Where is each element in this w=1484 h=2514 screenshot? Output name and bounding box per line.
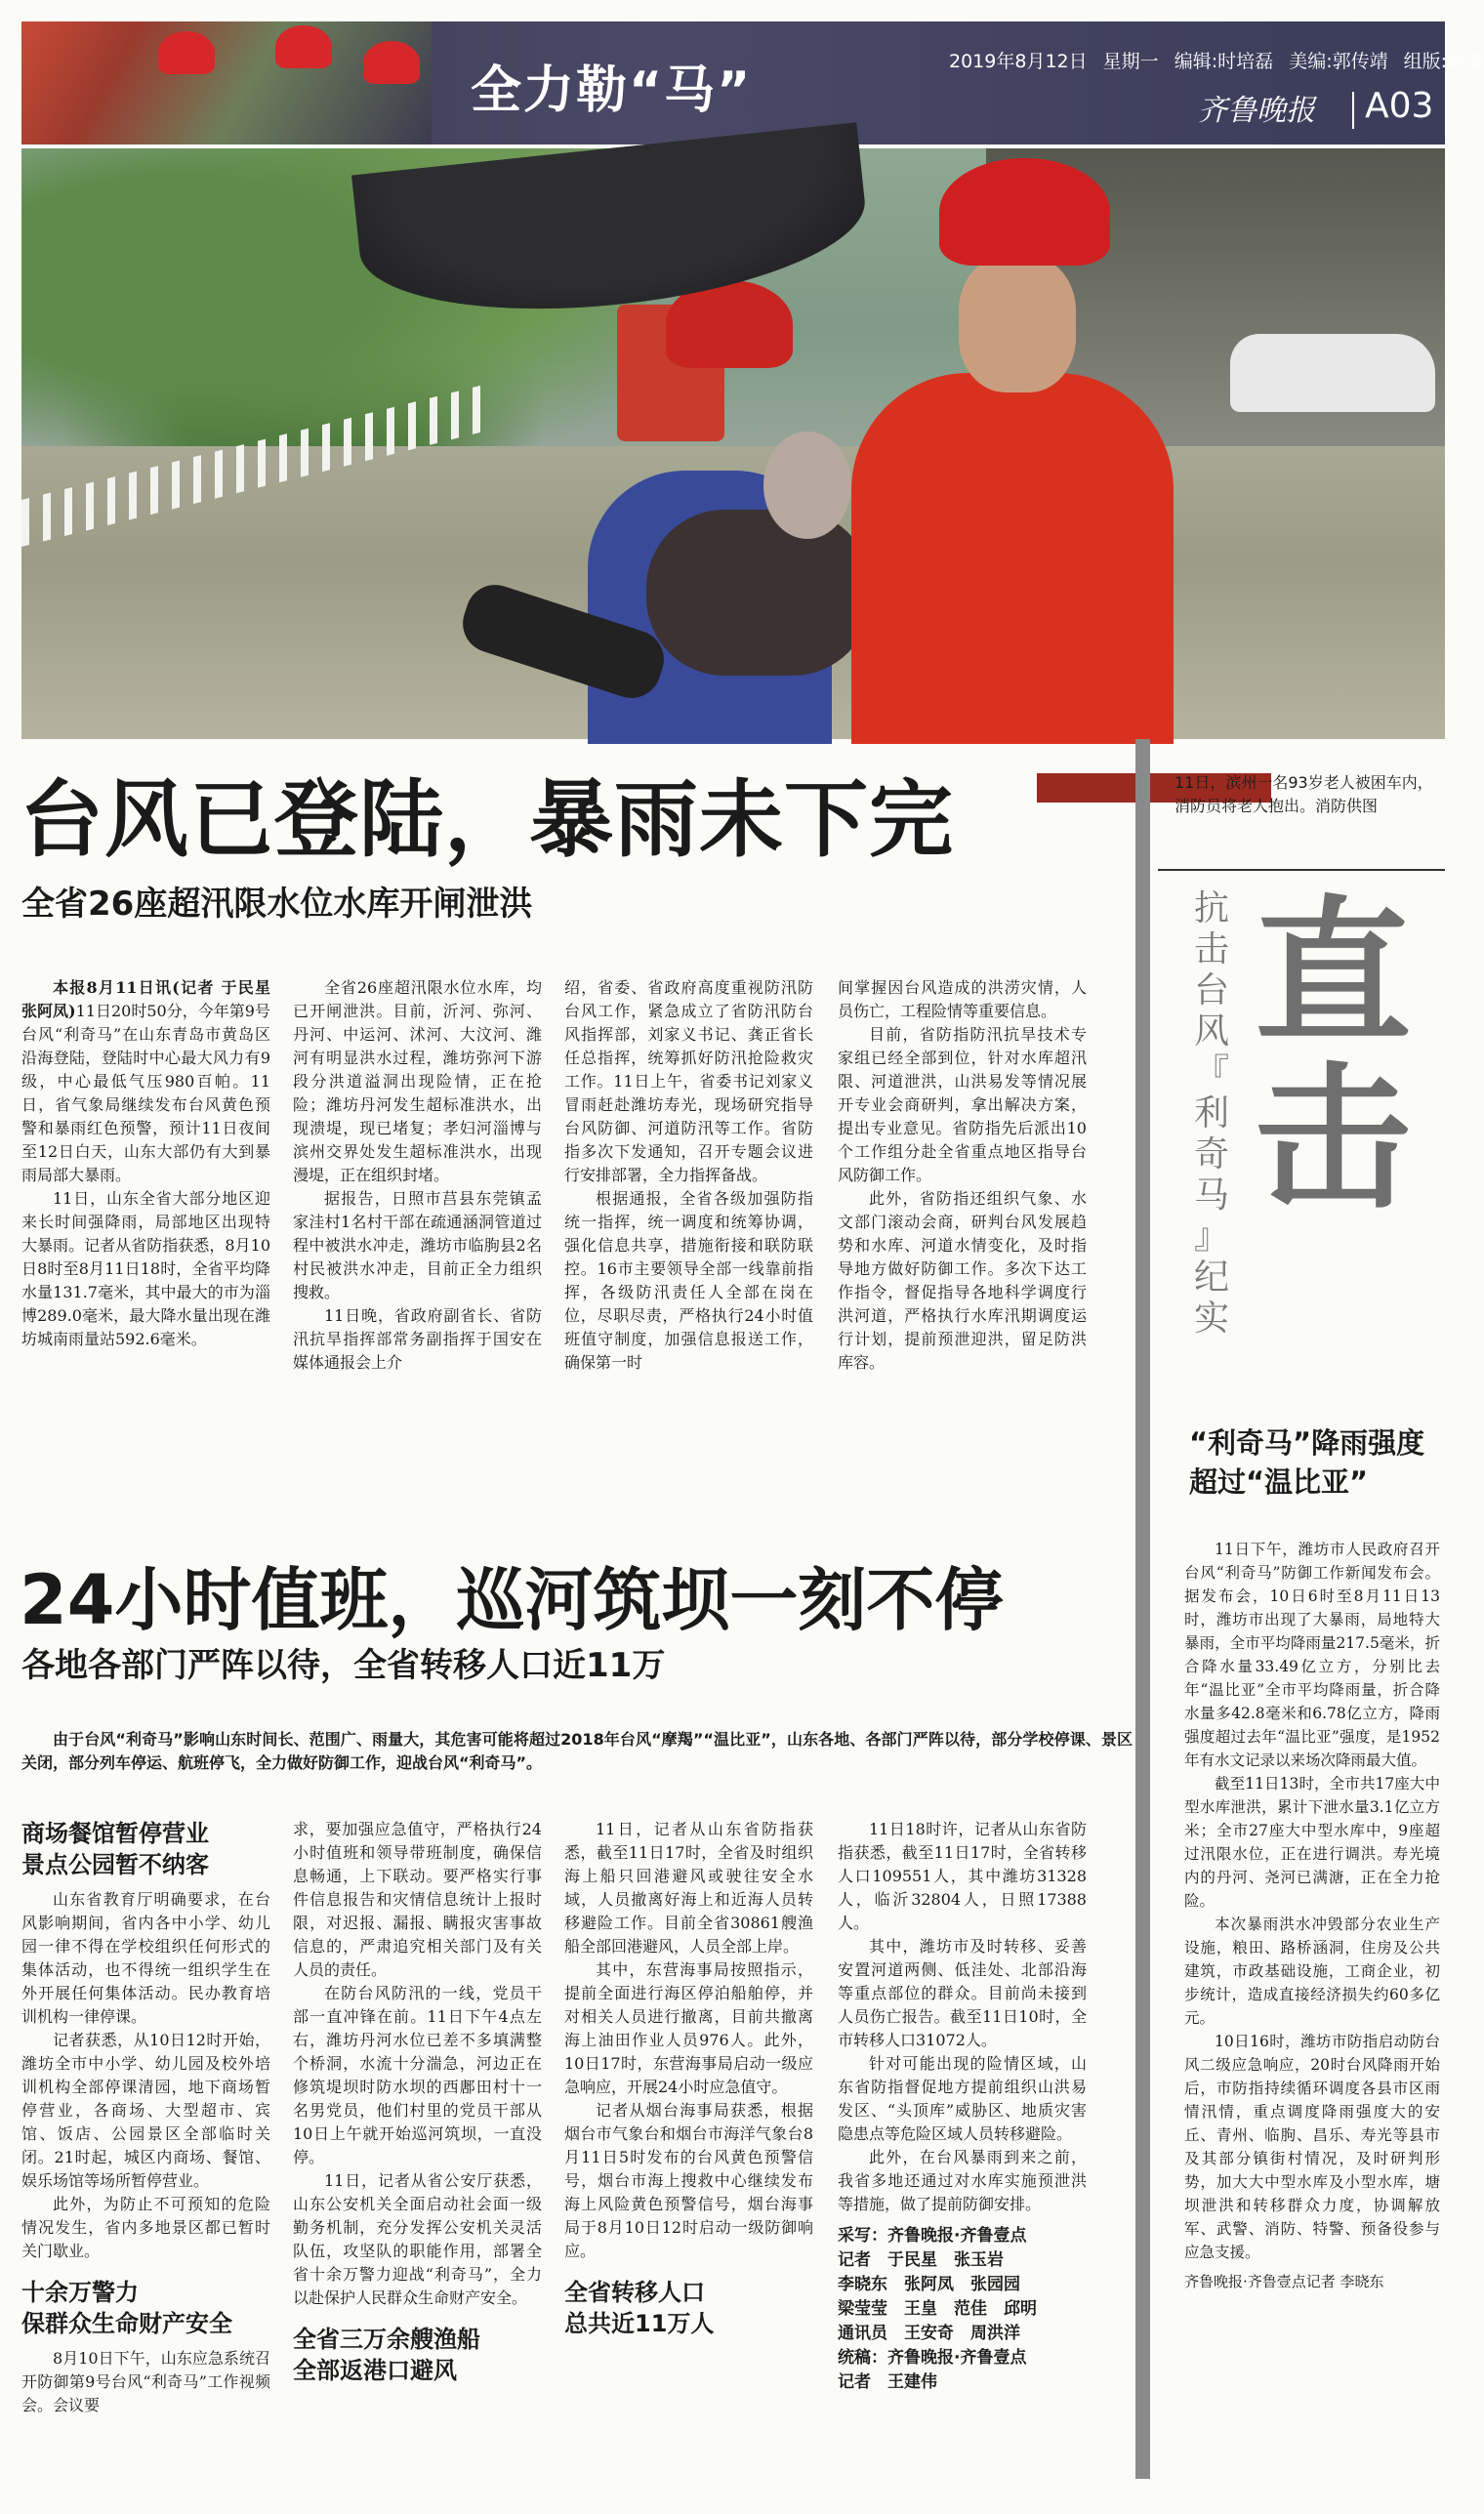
series-title-char: 奇 — [1194, 1134, 1230, 1175]
paragraph: 其中，东营海事局按照指示，提前全面进行海区停泊船舶停，并对相关人员进行撤离，目前共撤离海上油田作业人员976人。此外，10日17时，东营海事局启动一级应急响应，开展24小时应急值守。 — [564, 1960, 813, 2096]
paragraph: 求，要加强应急值守，严格执行24小时值班和领导带班制度，确保信息畅通，上下联动。要严格实行事件信息报告和灾情信息统计上报时限，对迟报、漏报、瞒报灾害事故信息的，严肃追究相关部门及有关人员的责任。 — [293, 1820, 542, 1979]
dateline: 本报8月11日讯(记者 于民星 张阿凤) — [21, 978, 270, 1020]
story1-column-4 — [838, 976, 1087, 1523]
story1-column-2 — [293, 976, 542, 1523]
story2-intro: 由于台风“利奇马”影响山东时间长、范围广、雨量大，其危害可能将超过2018年台风“摩羯”“温比亚”，山东各地、各部门严阵以待，部分学校停课、景区关闭，部分列车停运、航班停飞，全力做好防御工作，迎战台风“利奇马”。 — [21, 1730, 1133, 1772]
story2-credits — [838, 2224, 1087, 2395]
subsection-heading-line: 保群众生命财产安全 — [21, 2310, 232, 2337]
paragraph: 目前，省防指防汛抗旱技术专家组已经全部到位，针对水库超汛限、河道泄洪，山洪易发等情况展开专业会商研判，拿出解决方案，提出专业意见。省防指先后派出10个工作组分赴全省重点地区指导台风防御工作。 — [838, 1025, 1087, 1184]
series-title-char: 实 — [1194, 1298, 1230, 1339]
story2-column-1 — [21, 1818, 270, 2472]
photo-helmet — [939, 158, 1110, 266]
issue-weekday: 星期一 — [1102, 51, 1159, 72]
masthead-separator — [1352, 92, 1354, 129]
series-title-char: 』 — [1194, 1216, 1230, 1257]
series-title-char: 击 — [1194, 929, 1230, 969]
paragraph: 11日下午，潍坊市人民政府召开台风“利奇马”防御工作新闻发布会。据发布会，10日6时至8月11日13时，潍坊市出现了大暴雨，局地特大暴雨，全市平均降雨量217.5毫米，折合降水量33.49亿立方，分别比去年“温比亚”全市平均降雨量，折合降水量多42.8毫米和6.78亿立方，降雨强度超过去年“温比亚”强度，是1952年有水文记录以来场次降雨最大值。 — [1184, 1541, 1440, 1769]
credit-line: 统稿：齐鲁晚报·齐鲁壹点 — [838, 2348, 1027, 2368]
paragraph: 11日晚，省政府副省长、省防汛抗旱指挥部常务副指挥于国安在媒体通报会上介 — [293, 1306, 542, 1372]
sidebar-article — [1184, 1538, 1440, 2293]
editor-credit: 编辑:时培磊 — [1174, 51, 1274, 72]
caption-divider — [1158, 869, 1445, 871]
paragraph — [21, 1187, 270, 1351]
layout-credit: 组版:徐凌 — [1403, 51, 1484, 72]
subsection-heading-line: 景点公园暂不纳客 — [21, 1851, 209, 1878]
masthead-bar — [21, 21, 1484, 144]
issue-date: 2019年8月12日 — [949, 51, 1088, 72]
main-photo — [21, 148, 1445, 739]
credit-line: 记者 于民星 张玉岩 — [838, 2250, 1004, 2270]
sidebar-byline: 齐鲁晚报·齐鲁壹点记者 李晓东 — [1184, 2273, 1384, 2290]
paragraph: 记者从烟台海事局获悉，根据烟台市气象台和烟台市海洋气象台8月11日5时发布的台风黄色预警信号，烟台市海上搜救中心继续发布海上风险黄色预警信号，烟台海事局于8月10日12时启动一级防御响应。 — [564, 2101, 813, 2260]
story2-column-2 — [293, 1818, 542, 2472]
paragraph: 截至11日13时，全市共17座大中型水库泄洪，累计下泄水量3.1亿立方米；全市27座大中型水库中，9座超过汛限水位，正在进行调洪。寿光境内的丹河、尧河已满溏，正在全力抢险。 — [1184, 1775, 1440, 1910]
credit-line: 梁莹莹 王皇 范佳 邱明 — [838, 2299, 1037, 2319]
paragraph: 间掌握因台风造成的洪涝灾情，人员伤亡，工程险情等重要信息。 — [838, 978, 1087, 1020]
section-label-char: 击 — [1255, 1048, 1412, 1230]
photo-firefighter-front — [851, 373, 1174, 744]
credit-line: 通讯员 王安奇 周洪洋 — [838, 2324, 1020, 2343]
paragraph: 针对可能出现的险情区域，山东省防指督促地方提前组织山洪易发区、“头顶库”威胁区、地质灾害隐患点等危险区域人员转移避险。 — [838, 2054, 1087, 2143]
subsection-heading — [21, 2277, 270, 2339]
sidebar-headline-line: “利奇马”降雨强度 — [1189, 1426, 1425, 1460]
story2-column-3 — [564, 1818, 813, 2472]
series-title-char: 台 — [1194, 970, 1230, 1010]
paragraph: 10日16时，潍坊市防指启动防台风二级应急响应，20时台风降雨开始后，市防指持续循环调度各县市区雨情汛情，重点调度降雨强度大的安丘、青州、临朐、昌乐、寿光等县市及其部分镇街村情况，及时研判形势，加大大中型水库及小型水库，塘坝泄洪和转移群众力度，协调解放军、武警、消防、特警、预备役参与应急支援。 — [1184, 2033, 1440, 2261]
subsection-heading — [21, 1818, 270, 1880]
second-headline: 24小时值班，巡河筑坝一刻不停 — [20, 1560, 1004, 1640]
paragraph: 据报告，日照市莒县东莞镇孟家洼村1名村干部在疏通涵洞管道过程中被洪水冲走，潍坊市临朐县2名村民被洪水冲走，目前正全力组织搜救。 — [293, 1189, 542, 1301]
series-title-char: 抗 — [1194, 888, 1230, 928]
paragraph: 11日，记者从省公安厅获悉，山东公安机关全面启动社会面一级勤务机制，充分发挥公安机关灵活队伍，攻坚队的职能作用，部署全省十余万警力迎战“利奇马”，全力以赴保护人民群众生命财产安全。 — [293, 2171, 542, 2307]
main-headline: 台风已登陆，暴雨未下完 — [20, 771, 954, 869]
credit-line: 采写：齐鲁晚报·齐鲁壹点 — [838, 2226, 1027, 2246]
sidebar-headline — [1189, 1423, 1445, 1502]
subsection-heading-line: 全省转移人口 — [564, 2279, 705, 2306]
paragraph — [21, 976, 270, 1187]
series-title-char: 风 — [1194, 1011, 1230, 1051]
paragraph: 记者获悉，从10日12时开始，潍坊全市中小学、幼儿园及校外培训机构全部停课清园，地下商场暂停营业，各商场、大型超市、宾馆、饭店、公园景区全部临时关闭。21时起，城区内商场、餐馆、娱乐场馆等场所暂停营业。 — [21, 2031, 270, 2190]
photo-face — [959, 256, 1076, 392]
masthead-photo-strip — [21, 21, 432, 144]
subsection-heading — [293, 2324, 542, 2386]
paragraph-text: 11日，山东全省大部分地区迎来长时间强降雨，局部地区出现特大暴雨。记者从省防指获悉，8月10日8时至8月11日18时，全省平均降水量131.7毫米，其中最大的市为淄博289.0毫米，最大降水量出现在潍坊城南雨量站592.6毫米。 — [21, 1189, 270, 1348]
story1-column-1 — [21, 976, 270, 1523]
series-title-vertical — [1194, 888, 1229, 1339]
section-label-char: 直 — [1255, 882, 1412, 1064]
page-number: A03 — [1365, 86, 1434, 126]
story2-column-4 — [838, 1818, 1087, 2472]
photo-caption: 11日，滨州一名93岁老人被困车内，消防员将老人抱出。消防供图 — [1175, 773, 1433, 815]
paragraph: 此外，为防止不可预知的危险情况发生，省内多地景区都已暂时关门歇业。 — [21, 2195, 270, 2260]
paragraph: 绍，省委、省政府高度重视防汛防台风工作，紧急成立了省防汛防台风指挥部，刘家义书记、龚正省长任总指挥，统筹抓好防汛抢险救灾工作。11日上午，省委书记刘家义冒雨赶赴潍坊寿光，现场研究指导台风防御、河道防汛等工作。省防指多次下发通知，召开专题会议进行安排部署，全力指挥备战。 — [564, 978, 813, 1184]
paragraph: 山东省教育厅明确要求，在台风影响期间，省内各中小学、幼儿园一律不得在学校组织任何形式的集体活动，也不得统一组织学生在外开展任何集体活动。民办教育培训机构一律停课。 — [21, 1890, 270, 2026]
credit-line: 李晓东 张阿凤 张园园 — [838, 2275, 1020, 2294]
paragraph: 此外，省防指还组织气象、水文部门滚动会商，研判台风发展趋势和水库、河道水情变化，及时指导地方做好防御工作。多次下达工作指令，督促指导各地科学调度行洪河道，严格执行水库汛期调度运行计划，提前预泄迎洪，留足防洪库容。 — [838, 1189, 1087, 1372]
paragraph: 11日18时许，记者从山东省防指获悉，截至11日17时，全省转移人口109551人，其中潍坊31328人，临沂32804人，日照17388人。 — [838, 1820, 1087, 1932]
photo-elderly-head — [763, 432, 851, 539]
subsection-heading — [564, 2277, 813, 2339]
subsection-heading-line: 商场餐馆暂停营业 — [21, 1820, 209, 1847]
section-theme: 全力勒“马” — [471, 62, 753, 120]
paragraph: 此外，在台风暴雨到来之前，我省多地还通过对水库实施预泄洪等措施，做了提前防御安排。 — [838, 2148, 1087, 2213]
paragraph: 全省26座超汛限水位水库，均已开闸泄洪。目前，沂河、弥河、丹河、中运河、沭河、大汶河、潍河有明显洪水过程，潍坊弥河下游段分洪道溢洞出现险情，正在抢险；潍坊丹河发生超标准洪水，出现溃堤，现已堵复；孝妇河淄博与滨州交界处发生超标准洪水，出现漫堤，正在组织封堵。 — [293, 978, 542, 1184]
paragraph-text: 11日20时50分，今年第9号台风“利奇马”在山东青岛市黄岛区沿海登陆，登陆时中心最大风力有9级，中心最低气压980百帕。11日，省气象局继续发布台风黄色预警和暴雨红色预警，预计11日夜间至12日白天，山东大部仍有大到暴雨局部大暴雨。 — [21, 1002, 270, 1184]
series-title-char: 利 — [1194, 1093, 1230, 1133]
subsection-heading-line: 十余万警力 — [21, 2279, 139, 2306]
paragraph: 11日，记者从山东省防指获悉，截至11日17时，全省及时组织海上船只回港避风或驶往安全水域，人员撤离好海上和近海人员转移避险工作。目前全省30861艘渔船全部回港避风，人员全部上岸。 — [564, 1820, 813, 1956]
series-title-char: 马 — [1194, 1175, 1230, 1216]
newspaper-logo: 齐鲁晚报 — [1198, 94, 1315, 128]
paragraph: 本次暴雨洪水冲毁部分农业生产设施，粮田、路桥涵洞，住房及公共建筑，市政基础设施，工商企业，初步统计，造成直接经济损失约60多亿元。 — [1184, 1916, 1440, 2027]
section-label-big — [1255, 882, 1412, 1230]
series-title-char: 『 — [1194, 1052, 1230, 1092]
subsection-heading-line: 全省三万余艘渔船 — [293, 2326, 480, 2353]
sidebar-headline-line: 超过“温比亚” — [1189, 1465, 1369, 1499]
main-subheadline: 全省26座超汛限水位水库开闸泄洪 — [21, 885, 533, 924]
credit-line: 记者 王建伟 — [838, 2372, 937, 2392]
art-credit: 美编:郭传靖 — [1289, 51, 1388, 72]
series-title-char: 纪 — [1194, 1257, 1230, 1298]
second-subheadline: 各地各部门严阵以待，全省转移人口近11万 — [21, 1646, 666, 1685]
paragraph: 在防台风防汛的一线，党员干部一直冲锋在前。11日下午4点左右，潍坊丹河水位已差不多填满整个桥洞，水流十分湍急，河边正在修筑堤坝时防水坝的西鄌田村十一名男党员，他们村里的党员干部从10日上午就开始巡河筑坝，一直没停。 — [293, 1984, 542, 2166]
photo-elderly-woman — [646, 510, 871, 676]
paragraph: 8月10日下午，山东应急系统召开防御第9号台风“利奇马”工作视频会。会议要 — [21, 2349, 270, 2414]
sidebar-rule — [1135, 739, 1150, 2479]
subsection-heading-line: 总共近11万人 — [564, 2310, 715, 2337]
issue-info — [949, 47, 1484, 73]
paragraph: 其中，潍坊市及时转移、妥善安置河道两侧、低洼处、北部沿海等重点部位的群众。目前尚未接到人员伤亡报告。截至11日10时，全市转移人口31072人。 — [838, 1937, 1087, 2049]
story1-column-3 — [564, 976, 813, 1523]
photo-car — [1230, 334, 1435, 412]
subsection-heading-line: 全部返港口避风 — [293, 2357, 457, 2384]
paragraph: 根据通报，全省各级加强防指统一指挥，统一调度和统筹协调，强化信息共享，措施衔接和联防联控。16市主要领导全部一线靠前指挥，各级防汛责任人全部在岗在位，尽职尽责，严格执行24小时值班值守制度，加强信息报送工作，确保第一时 — [564, 1189, 813, 1372]
